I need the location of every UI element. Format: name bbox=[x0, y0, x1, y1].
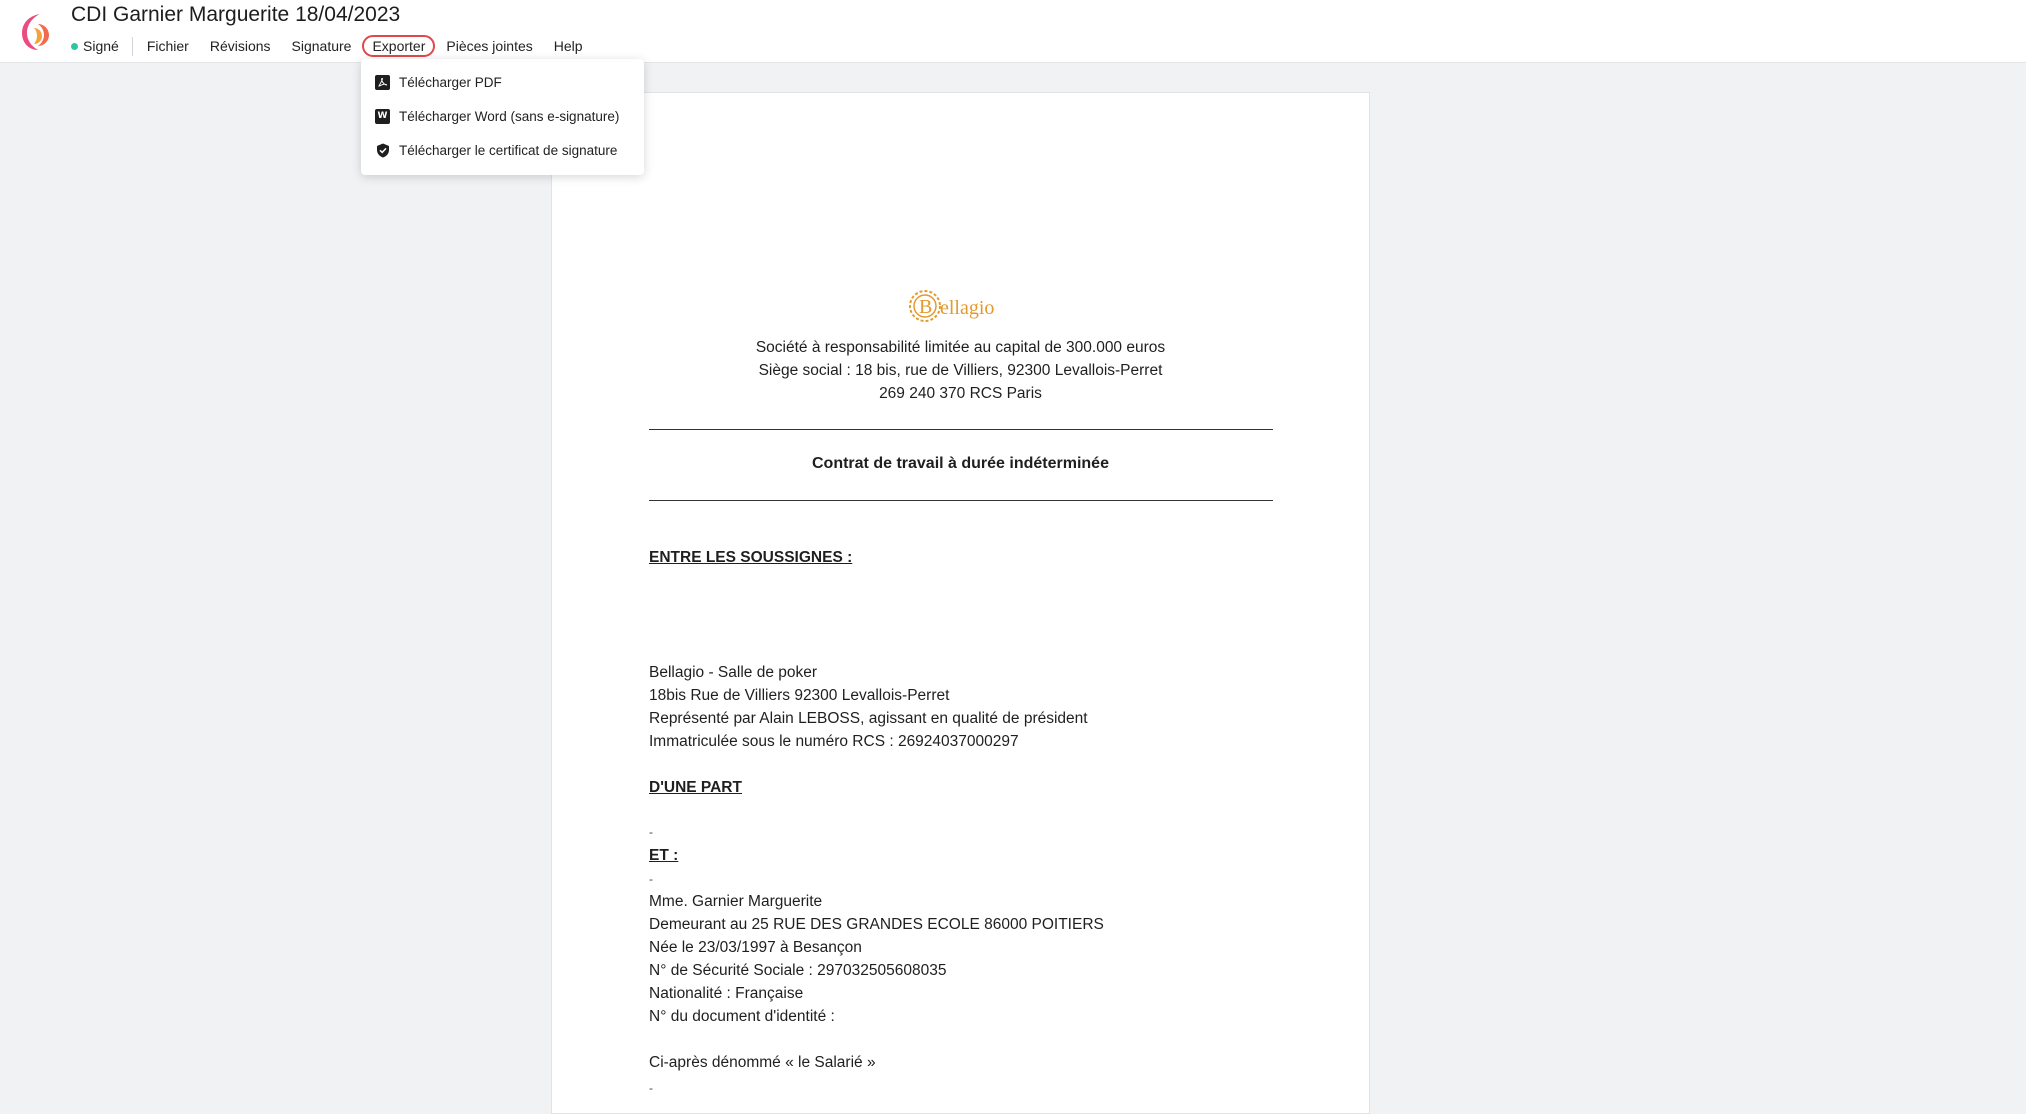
employee-line: Née le 23/03/1997 à Besançon bbox=[649, 939, 862, 956]
divider bbox=[649, 429, 1273, 430]
menu-fichier[interactable]: Fichier bbox=[146, 38, 189, 54]
download-certificate-label: Télécharger le certificat de signature bbox=[399, 142, 618, 158]
bellagio-logo bbox=[907, 286, 1017, 326]
employer-line: 18bis Rue de Villiers 92300 Levallois-Perret bbox=[649, 687, 950, 704]
divider bbox=[649, 500, 1273, 501]
employee-line: Nationalité : Française bbox=[649, 985, 804, 1002]
ci-apres-line: Ci-après dénommé « le Salarié » bbox=[649, 1054, 876, 1071]
entre-heading: ENTRE LES SOUSSIGNES : bbox=[649, 549, 853, 566]
download-certificate-item[interactable] bbox=[361, 133, 644, 167]
document-page[interactable] bbox=[551, 92, 1370, 1114]
menu-exporter[interactable]: Exporter bbox=[362, 35, 435, 57]
menu-separator bbox=[132, 37, 133, 56]
employer-line: Immatriculée sous le numéro RCS : 26924037000297 bbox=[649, 733, 1019, 750]
employee-line: Demeurant au 25 RUE DES GRANDES ECOLE 86000 POITIERS bbox=[649, 916, 1104, 933]
employee-line: N° de Sécurité Sociale : 297032505608035 bbox=[649, 962, 947, 979]
shield-check-icon bbox=[375, 143, 390, 158]
svg-text:ellagio: ellagio bbox=[940, 297, 995, 319]
download-pdf-item[interactable] bbox=[361, 65, 644, 99]
et-heading: ET : bbox=[649, 847, 679, 864]
document-title[interactable]: CDI Garnier Marguerite 18/04/2023 bbox=[71, 3, 401, 26]
company-line: Société à responsabilité limitée au capital de 300.000 euros bbox=[755, 339, 1166, 356]
separator-dash: - bbox=[649, 872, 653, 886]
employee-line: N° du document d'identité : bbox=[649, 1008, 835, 1025]
status-label: Signé bbox=[83, 38, 119, 54]
download-word-label: Télécharger Word (sans e-signature) bbox=[399, 108, 620, 124]
company-info bbox=[552, 336, 1369, 405]
contract-title: Contrat de travail à durée indéterminée bbox=[812, 455, 1109, 472]
export-dropdown bbox=[361, 59, 644, 175]
separator-dash: - bbox=[649, 825, 653, 839]
company-line: Siège social : 18 bis, rue de Villiers, 92300 Levallois-Perret bbox=[758, 362, 1163, 379]
employer-block bbox=[649, 661, 1088, 753]
top-bar bbox=[0, 0, 2026, 63]
pdf-icon bbox=[375, 75, 390, 90]
svg-text:B: B bbox=[919, 296, 933, 318]
menu-pieces-jointes[interactable]: Pièces jointes bbox=[446, 38, 533, 54]
download-pdf-label: Télécharger PDF bbox=[399, 74, 502, 90]
employer-line: Bellagio - Salle de poker bbox=[649, 664, 818, 681]
employer-line: Représenté par Alain LEBOSS, agissant en qualité de président bbox=[649, 710, 1088, 727]
app-logo-icon[interactable] bbox=[18, 10, 54, 54]
word-icon: W bbox=[375, 109, 390, 124]
employee-line: Mme. Garnier Marguerite bbox=[649, 893, 823, 910]
company-line: 269 240 370 RCS Paris bbox=[879, 385, 1042, 402]
menu-bar bbox=[71, 35, 604, 57]
separator-dash: - bbox=[649, 1081, 653, 1095]
menu-revisions[interactable]: Révisions bbox=[209, 38, 271, 54]
menu-help[interactable]: Help bbox=[553, 38, 583, 54]
status-badge bbox=[71, 38, 132, 54]
download-word-item[interactable] bbox=[361, 99, 644, 133]
status-dot-icon bbox=[71, 43, 78, 50]
employee-block bbox=[649, 890, 1104, 1028]
dune-part-heading: D'UNE PART bbox=[649, 779, 742, 796]
menu-signature[interactable]: Signature bbox=[291, 38, 352, 54]
